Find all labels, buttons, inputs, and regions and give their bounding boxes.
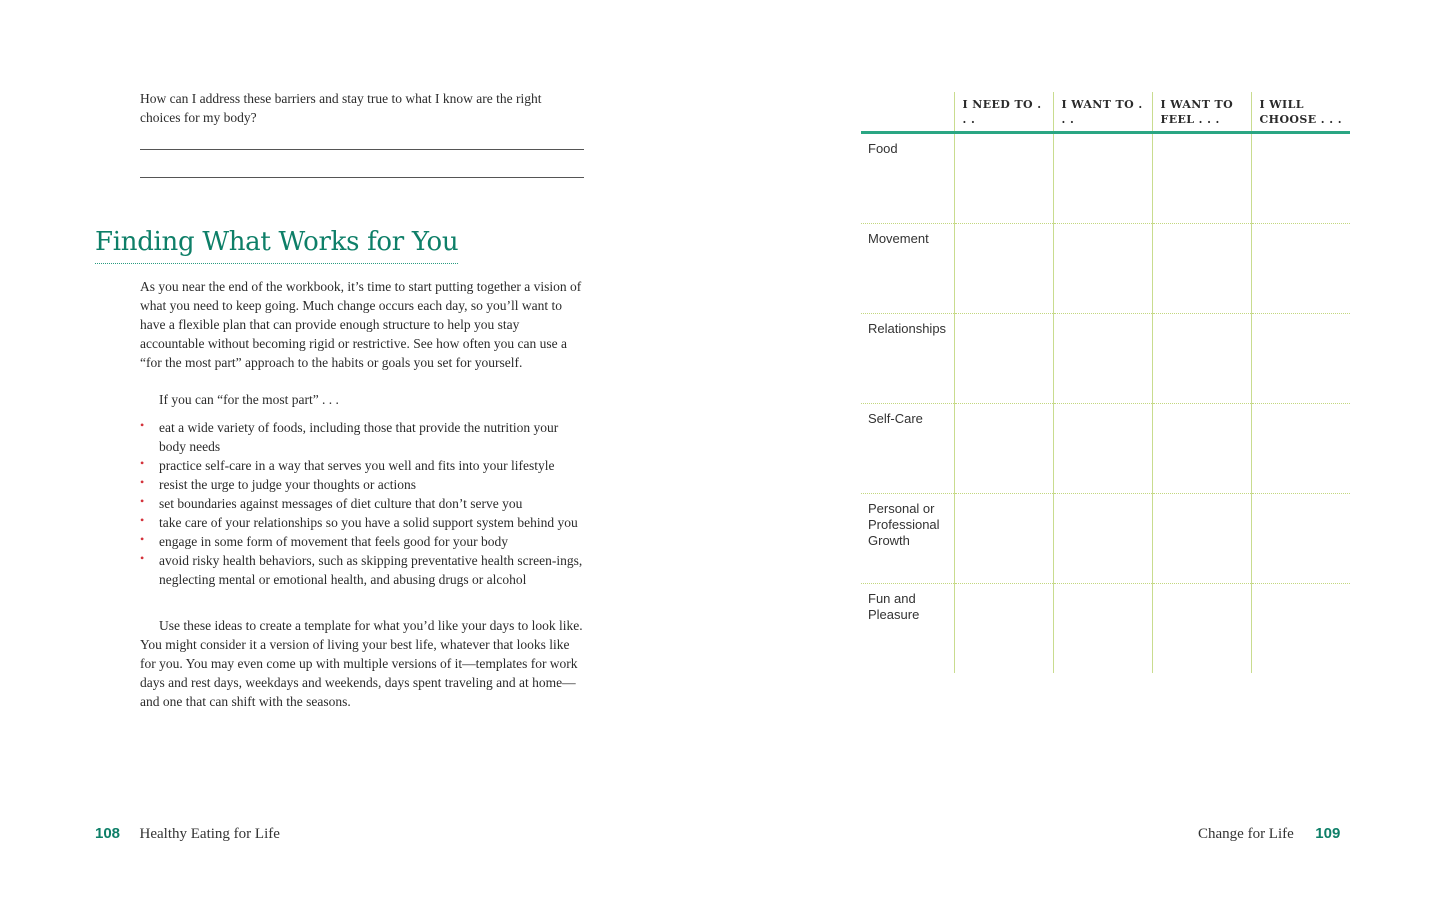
table-cell[interactable] <box>1053 584 1152 674</box>
bullet-icon: • <box>140 532 145 546</box>
table-cell[interactable] <box>1053 133 1152 224</box>
bullet-icon: • <box>140 456 145 470</box>
table-cell[interactable] <box>1053 404 1152 494</box>
lead-in-text: If you can “for the most part” . . . <box>159 392 339 407</box>
bullet-icon: • <box>140 418 145 432</box>
table-corner <box>861 92 954 133</box>
list-item-text: resist the urge to judge your thoughts or actions <box>159 477 416 492</box>
list-item-text: eat a wide variety of foods, including those that provide the nutrition your body needs <box>159 420 559 454</box>
column-header-want: I WANT TO . . . <box>1053 92 1152 133</box>
table-cell[interactable] <box>1251 314 1350 404</box>
table-cell[interactable] <box>954 584 1053 674</box>
closing-paragraph: Use these ideas to create a template for what you’d like your days to look like. You might consider it a version of living your best life, whatever that looks like for you. You may even come up with multiple versions of it—templates for work days and rest days, weekdays and weekends, days spent traveling and at home—and one that can shift with the seasons. <box>140 618 583 709</box>
section-heading: Finding What Works for You <box>95 227 458 264</box>
list-item-text: take care of your relationships so you have a solid support system behind you <box>159 515 578 530</box>
reflection-question: How can I address these barriers and stay true to what I know are the right choices for my body? <box>140 91 542 125</box>
page-number: 109 <box>1315 825 1341 842</box>
table-cell[interactable] <box>1251 133 1350 224</box>
table-cell[interactable] <box>954 494 1053 584</box>
list-item <box>140 494 585 513</box>
table-cell[interactable] <box>954 314 1053 404</box>
table-cell[interactable] <box>1251 224 1350 314</box>
right-footer <box>1198 825 1340 843</box>
table-row <box>861 133 1350 224</box>
table-cell[interactable] <box>1053 314 1152 404</box>
table-cell[interactable] <box>954 133 1053 224</box>
table-cell[interactable] <box>1152 133 1251 224</box>
row-label: Self-Care <box>861 404 954 494</box>
table-cell[interactable] <box>1053 494 1152 584</box>
left-footer <box>95 825 280 843</box>
table-cell[interactable] <box>1053 224 1152 314</box>
book-title: Healthy Eating for Life <box>139 826 280 842</box>
bullet-icon: • <box>140 475 145 489</box>
row-label: Food <box>861 133 954 224</box>
column-header-choose: I WILL CHOOSE . . . <box>1251 92 1350 133</box>
table-row <box>861 584 1350 674</box>
row-label: Movement <box>861 224 954 314</box>
table-cell[interactable] <box>1152 404 1251 494</box>
list-item-text: practice self-care in a way that serves you well and fits into your lifestyle <box>159 458 555 473</box>
column-header-feel: I WANT TO FEEL . . . <box>1152 92 1251 133</box>
chapter-title: Change for Life <box>1198 826 1294 842</box>
habits-list <box>140 418 585 589</box>
table-cell[interactable] <box>1152 224 1251 314</box>
table-row <box>861 404 1350 494</box>
answer-line[interactable] <box>140 149 584 150</box>
row-label: Fun and Pleasure <box>868 591 920 622</box>
page-number: 108 <box>95 825 121 842</box>
table-row <box>861 314 1350 404</box>
column-header-need: I NEED TO . . . <box>954 92 1053 133</box>
intro-paragraph: As you near the end of the workbook, it’s time to start putting together a vision of what you need to keep going. Much change occurs each day, so you’ll want to have a flexible plan that can provide enough structure to help you stay accountable without becoming rigid or restrictive. See how often you can use a “for the most part” approach to the habits or goals you set for yourself. <box>140 279 582 370</box>
planning-table <box>861 92 1350 673</box>
table-cell[interactable] <box>1152 494 1251 584</box>
list-item-text: set boundaries against messages of diet culture that don’t serve you <box>159 496 523 511</box>
bullet-icon: • <box>140 494 145 508</box>
table-cell[interactable] <box>954 404 1053 494</box>
table-cell[interactable] <box>1251 494 1350 584</box>
list-item <box>140 418 585 456</box>
answer-line[interactable] <box>140 177 584 178</box>
row-label: Personal or Professional Growth <box>861 494 954 584</box>
table-cell[interactable] <box>954 224 1053 314</box>
table-cell[interactable] <box>1251 584 1350 674</box>
table-cell[interactable] <box>1251 404 1350 494</box>
table-cell[interactable] <box>1152 584 1251 674</box>
list-item <box>140 475 585 494</box>
list-item <box>140 513 585 532</box>
table-row <box>861 224 1350 314</box>
list-item-text: engage in some form of movement that feels good for your body <box>159 534 509 549</box>
bullet-icon: • <box>140 551 145 565</box>
table-cell[interactable] <box>1152 314 1251 404</box>
list-item-text: avoid risky health behaviors, such as skipping preventative health screen-ings, neglecting mental or emotional health, and abusing drugs or alcohol <box>159 553 583 587</box>
left-page <box>0 0 722 902</box>
table-body <box>861 133 1350 674</box>
list-item <box>140 456 585 475</box>
bullet-icon: • <box>140 513 145 527</box>
table-row <box>861 494 1350 584</box>
list-item <box>140 551 585 589</box>
right-page <box>722 0 1445 902</box>
row-label: Relationships <box>861 314 954 404</box>
list-item <box>140 532 585 551</box>
